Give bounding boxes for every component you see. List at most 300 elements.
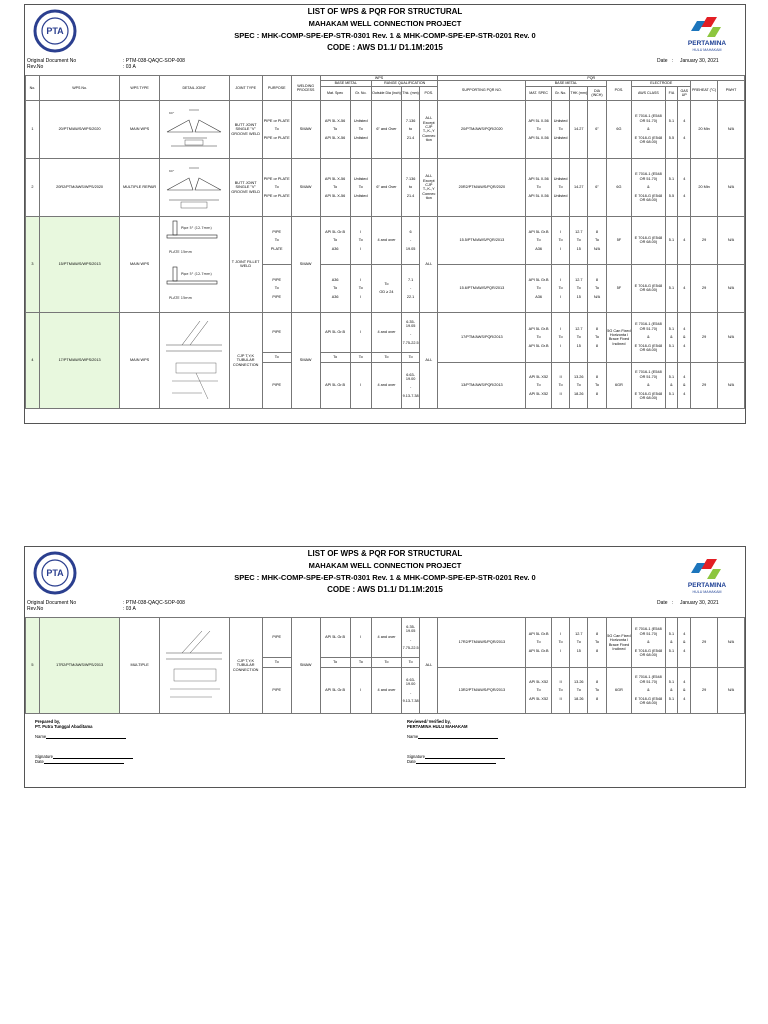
- pqr-dia-to: 8: [595, 648, 599, 653]
- gas: 4: [678, 264, 691, 312]
- purpose-from: PIPE: [272, 277, 282, 282]
- fa: [665, 100, 678, 158]
- aws-2: E 7018-G (E548 OR 68.00): [634, 135, 663, 144]
- pqr-mat-to-label: To: [536, 383, 541, 388]
- thk-range-2: 9.13-7.38: [402, 698, 419, 703]
- supporting-pqr: 13R2/PTM/AWS/PQR/2013: [438, 668, 526, 714]
- pqr-dia-to-label: To: [595, 688, 600, 693]
- purpose: [262, 264, 291, 312]
- pqr-mat-to-label: To: [536, 127, 541, 132]
- outside-dia-value: OD ≥ 24: [379, 290, 394, 295]
- gr-to-label: To: [358, 185, 363, 190]
- pqr-pos: 6GR: [606, 362, 632, 408]
- pqr-mat-from: API 5L X52: [529, 374, 549, 379]
- pqr-thk-to-label: To: [576, 335, 581, 340]
- aws-and: &: [647, 383, 650, 388]
- preheat: 29: [691, 668, 718, 714]
- pos: ALL: [420, 618, 438, 714]
- col-pqr-mat-spec: MAT. SPEC: [526, 86, 552, 100]
- pqr-mat-to: API 5L X-56: [528, 135, 549, 140]
- aws-2: E 7018-G (E548 OR 68.00): [634, 696, 663, 706]
- pqr-dia: [588, 216, 606, 264]
- prepared-label: Prepared by,: [35, 719, 61, 724]
- wps-table: [25, 75, 745, 409]
- pwht: N/A: [717, 216, 744, 264]
- pqr-thk-from: 12.7: [575, 326, 583, 331]
- pqr-mat-from: API 5L Gr.B: [528, 229, 549, 234]
- tyk-connection-repair-icon: [162, 623, 226, 709]
- pqr-mat-to: API 5L X52: [529, 391, 549, 396]
- mat-spec: [320, 216, 350, 264]
- purpose-from: PIPE or PLATE: [263, 118, 290, 123]
- pqr-dia-from: 8: [595, 631, 599, 636]
- pqr-dia-from: 8: [595, 277, 599, 282]
- aws-class: [632, 362, 665, 408]
- welding-process: SMAW: [291, 312, 320, 408]
- gr-from: Unlisted: [353, 176, 368, 181]
- detail-joint-diagram: [159, 312, 229, 408]
- pertamina-logo: [677, 13, 737, 53]
- pertamina-logo: [677, 555, 737, 595]
- pqr-mat-to: A36: [535, 246, 543, 251]
- fa-1: 5.1: [668, 326, 675, 331]
- pqr-thk: [570, 668, 588, 714]
- thk-range-1: 6.63-19.00: [405, 372, 416, 381]
- pqr-thk-to-label: To: [576, 238, 581, 243]
- purpose-to: PIPE or PLATE: [263, 135, 290, 140]
- doc-no-label: Original Document No: [27, 600, 77, 606]
- mat-spec-to-label: To: [320, 352, 350, 362]
- aws-1: E 7016-1 (E548 OR 51.70): [635, 322, 662, 331]
- pqr-mat-to: API 5L Gr.B: [528, 648, 549, 653]
- document-header: [25, 5, 745, 57]
- spec-title: SPEC : MHK-COMP-SPE-EP-STR-0301 Rev. 1 & MHK-COMP-SPE-EP-STR-0201 Rev. 0: [234, 573, 536, 582]
- pqr-thk-to-label: To: [576, 640, 581, 645]
- pqr-gr-from: I: [560, 631, 562, 636]
- pqr-dia-to-label: To: [594, 286, 599, 291]
- col-outside-dia: Outside Dia (inch): [372, 86, 402, 100]
- pqr-dia-from: 8: [595, 374, 599, 379]
- pqr-dia: [588, 618, 606, 668]
- wps-no: 15/PTM/AWS/WPS/2013: [39, 216, 119, 312]
- gr-from: I: [360, 277, 362, 282]
- gr-to-label: To: [358, 238, 363, 243]
- thk-min: 7.136: [405, 118, 416, 123]
- thk-range-1: 6.63-19.00: [405, 677, 416, 687]
- mat-spec-to: A36: [331, 246, 339, 251]
- fa-2: 5.1: [668, 391, 675, 396]
- gas: [678, 158, 691, 216]
- pqr-thk: [570, 264, 588, 312]
- purpose-to-label: To: [274, 238, 279, 243]
- joint-type: BUTT JOINT SINGLE "V" GROOVE WELD: [229, 158, 262, 216]
- svg-text:PERTAMINA: PERTAMINA: [687, 40, 727, 47]
- gas-2: 4: [683, 343, 686, 348]
- purpose-to-label: To: [274, 127, 279, 132]
- fa-2: 5.5: [668, 135, 675, 140]
- welding-process: SMAW: [291, 216, 320, 312]
- outside-dia-to: 4 and over: [372, 362, 402, 408]
- thk-sep: -: [409, 238, 412, 243]
- fa: [665, 668, 678, 714]
- reviewed-label: Reviewed/ Verified by,: [407, 719, 451, 724]
- aws-2: E 7018-G (E548 OR 68.00): [634, 648, 663, 658]
- col-joint-type: JOINT TYPE: [229, 76, 262, 101]
- gas: [678, 362, 691, 408]
- col-purpose: PURPOSE: [262, 76, 291, 101]
- fa-1: 5.1: [668, 176, 675, 181]
- pwht: N/A: [717, 158, 744, 216]
- aws-2: E 7018-G (E548 OR 68.00): [634, 343, 663, 352]
- thk: [401, 312, 419, 352]
- svg-text:PTA: PTA: [46, 26, 64, 36]
- pqr-thk-from: 13.26: [574, 679, 584, 684]
- col-pqr-group: PQR: [438, 76, 745, 81]
- pqr-gr-to: Unlisted: [553, 193, 568, 198]
- purpose-from: PIPE: [272, 229, 282, 234]
- pqr-mat-from: API 5L Gr.B: [528, 631, 549, 636]
- thk-min: 7.1: [407, 277, 414, 282]
- reviewed-date-line: [416, 759, 496, 764]
- pqr-dia: [588, 312, 606, 362]
- svg-text:Pipe 5" (12.7mm): Pipe 5" (12.7mm): [181, 226, 213, 231]
- gr-to: I: [360, 246, 362, 251]
- thk: [401, 158, 419, 216]
- fa-and: &: [670, 688, 673, 693]
- pqr-gr-to-label: To: [558, 335, 563, 340]
- mat-spec-to: API 5L X-56: [324, 135, 346, 140]
- col-pos: POS.: [420, 86, 438, 100]
- mat-spec-from: API 5L Gr.B: [320, 312, 350, 352]
- thk-to-label: To: [402, 658, 420, 668]
- thk-range-2: 7.75-22.5: [402, 340, 419, 345]
- supporting-pqr: 20/PTM/AWS/PQR/2020: [438, 100, 526, 158]
- pqr-gr-to: I: [560, 294, 562, 299]
- wps-type: MAIN WPS: [120, 312, 160, 408]
- mat-spec-to-label: To: [333, 185, 338, 190]
- outside-dia-to-label: To: [372, 658, 402, 668]
- outside-dia: 6" and Over: [372, 100, 402, 158]
- col-pqr-base-metal: BASE METAL: [526, 81, 606, 86]
- project-title: MAHAKAM WELL CONNECTION PROJECT: [308, 19, 462, 28]
- reviewed-name-line: [418, 734, 498, 739]
- gr-to: I: [350, 362, 371, 408]
- date-sep: :: [671, 600, 674, 606]
- pqr-mat: [526, 158, 552, 216]
- pos: ALL: [420, 312, 438, 408]
- outside-dia-from: 4 and over: [372, 618, 402, 658]
- row-no: 5: [26, 618, 40, 714]
- table-row: [26, 216, 745, 264]
- pqr-mat-from: API 5L X-56: [528, 176, 549, 181]
- fa-and: &: [670, 640, 673, 645]
- joint-type: CJP T,Y,K TUBULAR CONNECTION: [229, 618, 262, 714]
- fa-1: 5.1: [668, 631, 675, 636]
- pqr-thk: [570, 216, 588, 264]
- pqr-mat: [526, 618, 552, 668]
- joint-type: CJP T,Y,K TUBULAR CONNECTION: [229, 312, 262, 408]
- purpose: [262, 216, 291, 264]
- pqr-mat: [526, 362, 552, 408]
- pqr-dia-to-label: To: [594, 335, 599, 340]
- wps-no: 17/PTM/AWS/WPS/2013: [39, 312, 119, 408]
- pqr-gr-to: I: [560, 246, 562, 251]
- pqr-dia-to: N/A: [593, 294, 601, 299]
- code-title: CODE : AWS D1.1/ D1.1M:2015: [327, 43, 443, 52]
- pwht: N/A: [717, 312, 744, 362]
- aws-1: E 7016-1 (E548 OR 51.70): [635, 627, 662, 636]
- thk-max: 19.05: [405, 246, 416, 251]
- pqr-dia-from: 8: [595, 326, 599, 331]
- pta-logo: [31, 9, 79, 53]
- pqr-mat-to: API 5L X52: [529, 696, 549, 701]
- prepared-name-line: [46, 734, 126, 739]
- fa: [665, 312, 678, 362]
- purpose-to: PLATE: [270, 246, 283, 251]
- gr-no: [350, 158, 371, 216]
- joint-type: T JOINT FILLET WELD: [229, 216, 262, 312]
- pqr-gr-to: Unlisted: [553, 135, 568, 140]
- purpose-to-label: To: [274, 286, 279, 291]
- col-electrode: ELECTRODE: [632, 81, 691, 86]
- pqr-mat: [526, 216, 552, 264]
- aws-and: &: [647, 688, 650, 693]
- pwht: N/A: [717, 264, 744, 312]
- pqr-dia-to-label: To: [594, 238, 599, 243]
- pqr-gr-to-label: To: [558, 383, 563, 388]
- pqr-thk-to: 15: [576, 294, 581, 299]
- aws-and: &: [647, 185, 650, 190]
- pqr-thk: 14.27: [570, 158, 588, 216]
- preheat: 29: [691, 618, 718, 668]
- aws-class: [632, 618, 665, 668]
- pqr-pos: 5G Can Fixed Horizonta l Brace Fixed Inclined: [606, 618, 632, 668]
- code-title: CODE : AWS D1.1/ D1.1M:2015: [327, 585, 443, 594]
- mat-spec-to: API 5L X-56: [324, 193, 346, 198]
- col-pqr-pos: POS.: [606, 81, 632, 100]
- prepared-by-block: [35, 719, 133, 764]
- pqr-thk-from: 12.7: [575, 631, 583, 636]
- pqr-gr-to: II: [559, 696, 562, 701]
- col-pqr-thk: THK (mm): [570, 86, 588, 100]
- pqr-mat-to-label: To: [536, 185, 541, 190]
- pqr-pos: 6G: [606, 100, 632, 158]
- date-label: Date: [657, 58, 668, 64]
- mat-spec: [320, 264, 350, 312]
- col-wps-type: WPS TYPE: [120, 76, 160, 101]
- wps-type: MAIN WPS: [120, 100, 160, 158]
- aws-2: E 7018-G (E548 OR 68.00): [634, 391, 663, 400]
- preheat: 29: [691, 362, 718, 408]
- purpose-to: PIPE: [262, 362, 291, 408]
- gas-1: 4: [683, 631, 686, 636]
- pta-logo: [31, 551, 79, 595]
- supporting-pqr: 13/PTM/AWS/PQR/2013: [438, 362, 526, 408]
- pqr-pos: 5G Can Fixed Horizonta l Brace Fixed Inclined: [606, 312, 632, 362]
- rev-value: : 03 A: [123, 606, 136, 612]
- pqr-mat-from: API 5L Gr.B: [528, 326, 549, 331]
- purpose: [262, 158, 291, 216]
- purpose-to: PIPE: [272, 294, 282, 299]
- thk-min: 7.136: [405, 176, 416, 181]
- doc-no-label: Original Document No: [27, 58, 77, 64]
- table-row: [26, 100, 745, 158]
- tyk-connection-icon: [162, 315, 226, 405]
- doc-no-value: : PTM-038-QAQC-SOP-008: [123, 600, 185, 606]
- pqr-thk-to-label: To: [576, 383, 581, 388]
- gas-1: 4: [683, 374, 686, 379]
- gas-2: 4: [683, 648, 686, 653]
- fa: 5.1: [665, 264, 678, 312]
- mat-spec-from: API 5L Gr.B: [325, 229, 346, 234]
- fa-1: 5.1: [668, 679, 675, 684]
- purpose-to-label: To: [274, 185, 279, 190]
- pqr-thk: [570, 362, 588, 408]
- fa-2: 5.1: [668, 696, 675, 701]
- doc-title: LIST OF WPS & PQR FOR STRUCTURAL: [307, 549, 463, 558]
- fa-and: &: [670, 335, 673, 340]
- document-header: [25, 547, 745, 599]
- thk-range-1: 6.35-19.05: [405, 319, 416, 328]
- pqr-mat-from: API 5L X52: [529, 679, 549, 684]
- thk: [402, 668, 420, 714]
- pqr-dia: [588, 668, 606, 714]
- welding-process: SMAW: [291, 100, 320, 158]
- mat-spec-from: API 5L Gr.B: [320, 618, 350, 658]
- aws-and: &: [647, 127, 650, 132]
- thk-sep: -: [409, 332, 412, 337]
- supporting-pqr: 17R2/PTM/AWS/PQR/2013: [438, 618, 526, 668]
- col-wps-no: WPS No.: [39, 76, 119, 101]
- pqr-dia-to: 8: [595, 391, 599, 396]
- pqr-gr: [551, 216, 569, 264]
- reviewed-name-label: Name: [407, 734, 419, 739]
- outside-dia: [372, 264, 402, 312]
- rev-label: Rev.No: [27, 606, 44, 612]
- pqr-gr-from: II: [559, 679, 562, 684]
- gr-to: Unlisted: [353, 135, 368, 140]
- table-row: [26, 158, 745, 216]
- mat-spec-from: API 5L X-56: [324, 176, 346, 181]
- pqr-gr-to-label: To: [558, 185, 563, 190]
- preheat: 20 Min: [691, 158, 718, 216]
- wps-no: 20R2/PTM/AWS/WPS/2020: [39, 158, 119, 216]
- pqr-gr-to-label: To: [558, 127, 563, 132]
- reviewed-company: PERTAMINA HULU MAHAKAM: [407, 724, 468, 729]
- pqr-thk-from: 12.7: [575, 277, 583, 282]
- pqr-dia-to: N/A: [593, 246, 601, 251]
- date-value: January 30, 2021: [680, 600, 719, 606]
- pqr-mat-to-label: To: [536, 238, 541, 243]
- col-pqr-dia: DIA (INCH): [588, 86, 606, 100]
- mat-spec-to-label: To: [333, 127, 338, 132]
- pqr-gr: [551, 264, 569, 312]
- fa-1: 5.1: [668, 374, 675, 379]
- col-pwht: PWHT: [717, 81, 744, 100]
- pqr-dia-to-label: To: [595, 640, 600, 645]
- pqr-mat-to: API 5L X-56: [528, 193, 549, 198]
- row-no: 2: [26, 158, 40, 216]
- fa-and: &: [670, 383, 673, 388]
- pqr-gr: [552, 618, 570, 668]
- mat-spec-from: API 5L X-56: [324, 118, 346, 123]
- aws-and: &: [647, 335, 650, 340]
- detail-joint-diagram: [159, 158, 229, 216]
- supporting-pqr: 17/PTM/AWS/PQR/2013: [438, 312, 526, 362]
- aws-class: [632, 312, 665, 362]
- butt-joint-icon: [163, 102, 225, 156]
- svg-text:60°: 60°: [169, 169, 175, 174]
- aws-1: E 7016-1 (E548 OR 51.70): [635, 675, 662, 684]
- thk-max: 21.4: [406, 193, 415, 198]
- aws-class: E 7018-G (E548 OR 68.00): [632, 264, 665, 312]
- project-title: MAHAKAM WELL CONNECTION PROJECT: [308, 561, 462, 570]
- thk: [402, 618, 420, 658]
- gr-to: I: [360, 294, 362, 299]
- pqr-mat: [526, 264, 552, 312]
- pqr-dia-to: 8: [595, 696, 599, 701]
- pqr-dia: 6": [588, 100, 606, 158]
- wps-no: 17R2/PTM/AWS/WPS/2013: [39, 618, 119, 714]
- pqr-gr-to-label: To: [558, 238, 563, 243]
- pqr-mat-to-label: To: [536, 335, 541, 340]
- pqr-gr-to: I: [560, 343, 562, 348]
- pos: ALL Except CJP T-,K-,Y Connec tion: [420, 100, 438, 158]
- aws-class: [632, 100, 665, 158]
- pqr-thk-to: 15: [576, 343, 581, 348]
- gr-no: [350, 216, 371, 264]
- svg-text:PTA: PTA: [46, 568, 64, 578]
- prepared-signature-label: Signature: [35, 754, 53, 759]
- col-welding-process: WELDING PROCESS: [291, 76, 320, 101]
- col-aws-class: AWS CLASS: [632, 86, 665, 100]
- supporting-pqr: 20R2/PTM/AWS/PQR/2020: [438, 158, 526, 216]
- thk-min: 6: [409, 229, 412, 234]
- col-mat-spec: Mat. Spec: [320, 86, 350, 100]
- gas-1: 4: [683, 118, 686, 123]
- pqr-thk: [570, 312, 588, 362]
- pqr-mat: [526, 100, 552, 158]
- gas-2: 4: [683, 696, 686, 701]
- aws-and: &: [647, 640, 650, 645]
- pwht: N/A: [717, 618, 744, 668]
- reviewed-signature-label: Signature: [407, 754, 425, 759]
- pqr-pos: 5F: [606, 216, 632, 264]
- fa: [665, 362, 678, 408]
- pqr-mat: [526, 668, 552, 714]
- thk-sep: -: [409, 286, 412, 291]
- purpose-to-label: To: [262, 658, 291, 668]
- col-wps-group: WPS: [320, 76, 438, 81]
- outside-dia: 6" and Over: [372, 158, 402, 216]
- gas: [678, 100, 691, 158]
- thk-sep: -: [410, 637, 412, 642]
- preheat: 29: [691, 312, 718, 362]
- fa: 5.1: [665, 216, 678, 264]
- pqr-gr-to: II: [559, 391, 562, 396]
- pqr-gr: [552, 668, 570, 714]
- col-gas-up: GAS UP: [678, 86, 691, 100]
- gas-2: 4: [683, 135, 686, 140]
- doc-title: LIST OF WPS & PQR FOR STRUCTURAL: [307, 7, 463, 16]
- pqr-gr-to: I: [560, 648, 562, 653]
- reviewed-by-block: [407, 719, 505, 764]
- mat-spec-to-label: To: [320, 658, 350, 668]
- thk-to-label: to: [409, 127, 413, 132]
- pqr-gr: [551, 312, 569, 362]
- svg-text:HULU MAHAKAM: HULU MAHAKAM: [692, 48, 722, 52]
- mat-spec-to-label: To: [333, 238, 338, 243]
